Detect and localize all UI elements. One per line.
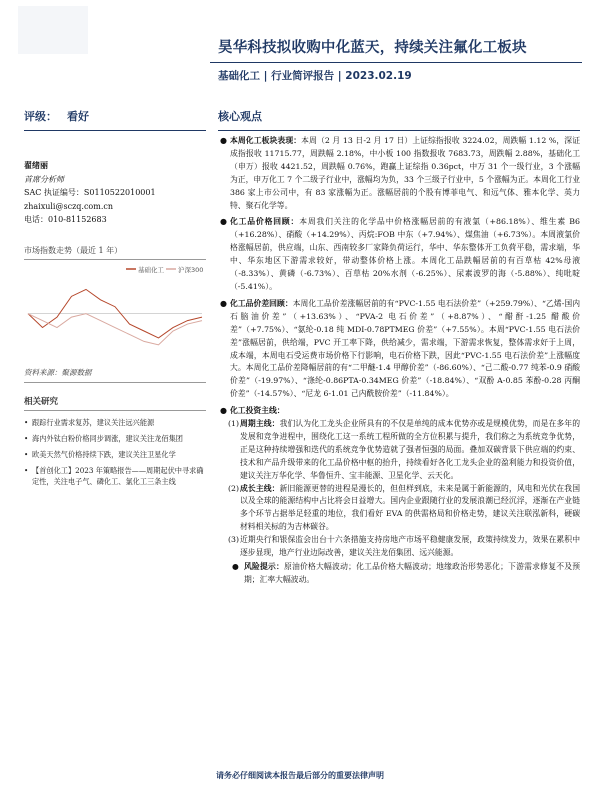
- related-research-title: 相关研究: [24, 395, 206, 411]
- bullet-icon: ●: [220, 298, 227, 308]
- s3-text: 近期央行和银保监会出台十六条措施支持房地产市场平稳健康发展，政策持续发力，效果在累积中逐步显现，地产行业边际改善，建议关注龙佰集团、远兴能源。: [240, 535, 580, 558]
- legend-label-0: 基础化工: [138, 265, 164, 274]
- rating-row: [24, 108, 206, 131]
- p2-label: 化工品价格回顾：: [230, 217, 300, 227]
- left-column: [24, 108, 206, 492]
- risk-label: 风险提示：: [244, 562, 285, 571]
- s1-text: 我们认为化工龙头企业所具有的不仅是单纯的成本优势亦或是规模优势，而是在多年的发展和竞争进程中，围绕化工这一系统工程所做的全方位积累与提升，我们称之为系统竞争优势，正是这种持续增强和迭代的系统竞争优势造就了强者恒强的局面。叠加双碳背景下供应端的约束、技术和产品升级带来的化工品价格中枢的抬升，持续看好各化工龙头企业的盈利能力和投资价值，建议关注万华化学、华鲁恒升、宝丰能源、卫星化学、云天化。: [240, 419, 581, 480]
- s3-number: (3): [228, 535, 240, 545]
- bullet-icon: ●: [220, 217, 227, 227]
- analyst-email[interactable]: zhaixuli@sczq.com.cn: [24, 201, 113, 211]
- legend-label-1: 沪深300: [178, 265, 204, 274]
- p1-text: 本周（2 月 13 日-2 月 17 日）上证综指报收 3224.02，周跌幅 1.12 %，深证成指报收 11715.77，周跌幅 2.18%，中小板 100 指数报收 7683.73，周跌幅 2.88%，基础化工（申万）报收 4421.52，周跌幅 0.76%，跑赢上证综指 0.36pct，中万 31 个一级行业，3 个涨幅为正，申万化工 7 个二级子行业中，涨幅均为负，33 个三级子行业中，5 个涨幅为正。本周化工行业 386 家上市公司中，有 83 家涨幅为正。涨幅居前的个股有博菲电气、和远气体、雅本化学、英力特、聚石化学等。: [230, 136, 580, 210]
- rating-value: 看好: [67, 110, 89, 123]
- p4-label: 化工投资主线：: [230, 406, 285, 416]
- bullet-icon: ●: [232, 562, 239, 571]
- bullet-icon: ●: [220, 136, 227, 145]
- risk-text: 原油价格大幅波动；化工品价格大幅波动；地缘政治形势恶化；下游需求修复不及预期；汇率大幅波动。: [244, 562, 581, 584]
- related-item[interactable]: • 欧美天然气价格持续下跌，建议关注卫星化学: [24, 449, 206, 460]
- related-item[interactable]: • 跟踪行业需求复苏，建议关注远兴能源: [24, 417, 206, 428]
- price-review-paragraph: [218, 216, 580, 293]
- s2-number: (2): [228, 483, 240, 493]
- legal-footer: 请务必仔细阅读本报告最后部分的重要法律声明: [216, 771, 384, 780]
- related-item[interactable]: • 海内外钛白粉价格同步调涨，建议关注龙佰集团: [24, 433, 206, 444]
- p3-label: 化工品价差回顾：: [230, 298, 293, 308]
- analyst-sac: SAC 执证编号：S0110522010001: [24, 188, 156, 197]
- s2-label: 成长主线：: [240, 483, 280, 493]
- chart-source: 资料来源：聚源数据: [24, 367, 206, 383]
- related-research-list: [24, 417, 206, 487]
- analyst-role: 首席分析师: [24, 174, 64, 184]
- market-index-chart: [24, 263, 206, 363]
- risk-warning: [218, 561, 580, 587]
- bullet-icon: ●: [220, 406, 227, 416]
- chart-svg: [24, 263, 206, 363]
- s2-text: 新旧能源更替的进程是漫长的，但但样到底，未来是属于新能源的，风电和光伏在我国以及全球的能源结构中占比将会日益增大。国内企业跟随行业的发展浪潮已经沉浮，逐渐在产业链多个环节占据举足轻重的地位，我们看好 EVA 的供需格局和价格走势，建议关注联泓新科，硬碳材料相关标的为吉林碳谷。: [240, 483, 581, 532]
- p3-text: 本周化工品价差涨幅居前的有“PVC-1.55 电石法价差”（+259.79%）、“乙烯-国内石脑油价差”（+13.63%）、“PVA-2 电石价差”（+8.87%）、“醋酐-1.25 醋酸价差”（+7.75%）、“氨纶-0.18 纯 MDI-0.78PTMEG 价差”（+7.55%）。本周“PVC-1.55 电石法价差”涨幅居前，供给端，PVC 开工率下降，供给减少，需求端，下游需求恢复，整体需求好于上周，成本端，本周电石受运费市场价格下行影响，电石价格下跌，因此“PVC-1.55 电石法价差”上涨幅度大。本周化工品价差降幅居前的有“二甲醚-1.4 甲醇价差”（-86.60%）、“己二酸-0.77 纯苯-0.9 硝酸价差”（-19.97%）、“涤纶-0.86PTA-0.34MEG 价差”（-18.84%）、“双酚 A-0.85 苯酚-0.28 丙酮价差”（-14.57%）、“尼龙 6-1.01 己内酰胺价差”（-11.84%）。: [230, 298, 581, 399]
- p2-text: 本周我们关注的化学品中价格涨幅居前的有液氯（+86.18%）、维生素 B6（+16.28%）、硝酸（+14.29%）、丙烷:FOB 中东（+7.94%）、煤焦油（+6.73%）。本周液氯价格涨幅居前，供应端，山东、西南较多厂家降负荷运行，华中、华东整体开工负荷平稳，需求端，华中、华东地区下游需求较好，带动整体价格上涨。本周化工品跌幅居前的有百草枯 42%母液（-8.33%）、黄磷（-6.73%）、百草枯 20%水剂（-6.25%）、尿素波罗的海（-5.88%）、纯吡啶（-5.41%）。: [230, 217, 580, 291]
- analyst-phone: 电话：010-81152683: [24, 215, 107, 224]
- s1-label: 周期主线：: [240, 419, 280, 429]
- rating-label: 评级：: [24, 110, 57, 123]
- growth-theme: [218, 483, 580, 535]
- cycle-theme: [218, 418, 580, 483]
- report-title: 昊华科技拟收购中化蓝天，持续关注氟化工板块: [218, 40, 527, 56]
- weekly-performance-paragraph: [218, 135, 580, 212]
- core-views-title: 核心观点: [218, 108, 580, 131]
- title-divider: [210, 62, 582, 63]
- related-item[interactable]: • 【首创化工】2023 年策略报告——周期起伏中寻求确定性，关注电子气、磷化工、氯化工三条主线: [24, 465, 206, 487]
- brand-logo-area: [18, 6, 88, 54]
- s1-number: (1): [228, 419, 240, 429]
- series-line-1: [28, 313, 202, 344]
- property-theme: [218, 534, 580, 560]
- chart-title: 市场指数走势（最近 1 年）: [24, 245, 206, 260]
- spread-review-paragraph: [218, 298, 580, 401]
- investment-theme-heading: [218, 405, 580, 418]
- right-column: [218, 108, 580, 587]
- p1-label: 本周化工板块表现：: [230, 136, 302, 145]
- report-subtitle: 基础化工 | 行业简评报告 | 2023.02.19: [218, 70, 412, 82]
- analyst-name: 翟绪丽: [24, 160, 48, 170]
- analyst-info: [24, 159, 206, 227]
